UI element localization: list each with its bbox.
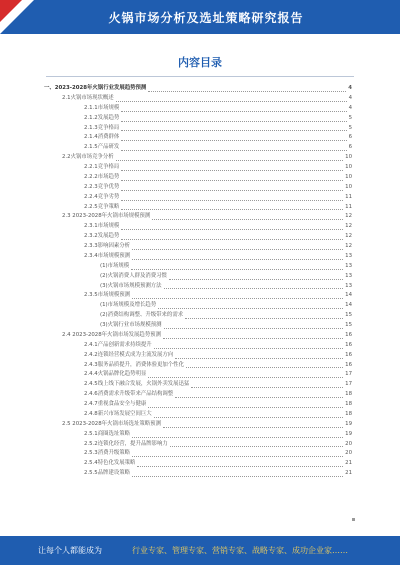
toc-entry-page: 16 (345, 361, 352, 368)
toc-entry[interactable] (44, 84, 352, 94)
toc-entry-title: 2.4.5线上线下融合发展，火锅外卖发展迅猛 (84, 381, 190, 388)
toc-leader-dots (154, 417, 344, 418)
toc-entry[interactable] (44, 440, 352, 450)
toc-entry-title: 2.1火锅市场现状概述 (62, 94, 114, 101)
toc-entry-page: 12 (345, 223, 352, 230)
toc-leader-dots (170, 446, 343, 447)
toc-entry[interactable] (44, 341, 352, 351)
toc-leader-dots (121, 140, 346, 141)
toc-entry[interactable] (44, 400, 352, 410)
toc-entry[interactable] (44, 242, 352, 252)
toc-entry-page: 6 (348, 134, 352, 141)
toc-leader-dots (116, 160, 343, 161)
toc-entry[interactable] (44, 173, 352, 183)
toc-entry-title: 2.4.1产品创新需求持续提升 (84, 341, 152, 348)
toc-entry-title: (3)火锅行业市场规模预测 (100, 322, 162, 328)
toc-entry-title: 2.4.7重视食品安全与健康 (84, 401, 147, 407)
toc-leader-dots (121, 200, 343, 201)
toc-entry-page: 15 (345, 312, 352, 319)
toc-entry-title: 2.4.2连锁经营模式成为主流发展方向 (84, 351, 174, 358)
toc-entry-page: 6 (348, 144, 352, 151)
toc-entry-page: 17 (345, 371, 352, 378)
toc-entry-page: 13 (345, 262, 352, 269)
toc-entry-page: 19 (345, 420, 352, 427)
toc-entry[interactable] (44, 114, 352, 124)
toc-entry-title: 2.3.4市场规模预测 (84, 252, 131, 259)
toc-entry-title: 2.3.3影响因素分析 (84, 243, 131, 249)
toc-entry-title: 2.5.5品牌建设策略 (84, 470, 131, 477)
toc-entry-page: 18 (345, 401, 352, 407)
toc-entry-title: 2.5.3消费升级策略 (84, 450, 131, 457)
toc-entry-title: 2.2.5竞争策略 (84, 203, 120, 210)
toc-entry-title: (1)市场规模及增长趋势 (100, 302, 157, 309)
toc-leader-dots (148, 91, 346, 92)
toc-leader-dots (191, 387, 343, 388)
toc-entry[interactable] (44, 232, 352, 242)
toc-entry-title: 2.5.2连锁化经营，提升品牌影响力 (84, 440, 168, 447)
toc-leader-dots (121, 130, 346, 131)
toc-leader-dots (132, 476, 343, 477)
toc-entry[interactable] (44, 301, 352, 311)
toc-entry-title: 2.1.1市场规模 (84, 104, 120, 111)
toc-leader-dots (132, 249, 343, 250)
toc-leader-dots (148, 377, 343, 378)
toc-entry-title: 2.5.1商圈选址策略 (84, 430, 131, 437)
toc-entry[interactable] (44, 469, 352, 479)
toc-leader-dots (154, 348, 344, 349)
toc-entry[interactable] (44, 361, 352, 371)
page-marker (352, 518, 355, 521)
toc-entry-page: 4 (348, 94, 352, 101)
toc-leader-dots (132, 259, 343, 260)
toc-entry-page: 12 (345, 213, 352, 220)
toc-leader-dots (132, 456, 343, 457)
toc-entry-title: 2.3.1市场规模 (84, 223, 120, 230)
toc-entry[interactable] (44, 410, 352, 420)
toc-leader-dots (169, 279, 343, 280)
toc-entry-page: 4 (348, 85, 352, 91)
toc-entry-page: 12 (345, 233, 352, 240)
toc-entry[interactable] (44, 183, 352, 193)
toc-entry-page: 5 (348, 124, 352, 131)
toc-entry-page: 11 (345, 193, 352, 200)
toc-entry[interactable] (44, 193, 352, 203)
toc-entry-page: 16 (345, 331, 352, 338)
toc-entry[interactable] (44, 153, 352, 163)
toc-entry[interactable] (44, 203, 352, 213)
toc-entry-page: 21 (345, 470, 352, 477)
toc-leader-dots (175, 397, 343, 398)
toc-entry[interactable] (44, 104, 352, 114)
toc-entry-title: 2.2.2市场趋势 (84, 173, 120, 180)
toc-entry-page: 10 (345, 183, 352, 190)
toc-entry[interactable] (44, 321, 352, 331)
toc-entry-title: (1)市场规模 (100, 262, 130, 269)
toc-entry-title: 一、2023-2028年火锅行业发展趋势预测 (44, 85, 147, 91)
toc-leader-dots (131, 269, 343, 270)
toc-entry[interactable] (44, 222, 352, 232)
toc-leader-dots (152, 219, 343, 220)
toc-entry-page: 19 (345, 430, 352, 437)
toc-entry-title: 2.1.3竞争格局 (84, 124, 120, 131)
toc-leader-dots (121, 190, 343, 191)
toc-entry-title: 2.2火锅市场竞争分析 (62, 154, 114, 161)
toc-entry-title: 2.4 2023-2028年火锅市场发展趋势预测 (62, 331, 161, 338)
toc-entry-page: 20 (345, 440, 352, 447)
toc-entry-page: 13 (345, 272, 352, 279)
toc-entry[interactable] (44, 291, 352, 301)
toc-entry-page: 17 (345, 381, 352, 388)
toc-entry[interactable] (44, 331, 352, 341)
toc-entry-title: 2.3.2发展趋势 (84, 233, 120, 240)
toc-entry-title: 2.1.2发展趋势 (84, 114, 120, 121)
toc-entry-title: 2.1.4消费群体 (84, 134, 120, 141)
toc-entry-title: 2.3 2023-2028年火锅市场规模预测 (62, 213, 151, 220)
toc-entry-page: 13 (345, 282, 352, 289)
toc-entry-title: 2.4.4火锅品牌化趋势明显 (84, 371, 147, 378)
toc-entry[interactable] (44, 311, 352, 321)
toc-entry-page: 21 (345, 460, 352, 467)
toc-entry-page: 14 (345, 302, 352, 309)
toc-entry[interactable] (44, 351, 352, 361)
toc-entry[interactable] (44, 94, 352, 104)
toc-entry-title: 2.4.8新兴市场发展空间巨大 (84, 410, 152, 417)
toc-entry-page: 20 (345, 450, 352, 457)
toc-entry[interactable] (44, 282, 352, 292)
toc-entry-title: 2.2.3竞争优势 (84, 183, 120, 190)
document-title: 火锅市场分析及选址策略研究报告 (108, 11, 304, 25)
toc-leader-dots (121, 150, 346, 151)
toc-leader-dots (121, 170, 343, 171)
toc-entry[interactable] (44, 430, 352, 440)
toc-entry[interactable] (44, 262, 352, 272)
toc-entry-page: 18 (345, 391, 352, 398)
toc-leader-dots (121, 239, 343, 240)
toc-leader-dots (175, 358, 343, 359)
toc-entry[interactable] (44, 390, 352, 400)
toc-entry-title: (2)消费结构调整、升级带来的需求 (100, 312, 184, 319)
toc-leader-dots (121, 180, 343, 181)
toc-entry-title: (2)火锅消费人群及消费习惯 (100, 272, 167, 279)
toc-entry-title: 2.2.4竞争劣势 (84, 193, 120, 200)
toc-leader-dots (121, 121, 346, 122)
toc-leader-dots (121, 229, 343, 230)
toc-entry[interactable] (44, 459, 352, 469)
footer-slogan-left: 让每个人都能成为 (38, 546, 102, 555)
toc-entry-page: 4 (348, 104, 352, 111)
toc-entry-page: 16 (345, 351, 352, 358)
toc-entry-title: 2.4.6消费需求升级带来产品结构调整 (84, 391, 174, 398)
toc-entry-title: 2.3.5市场规模预测 (84, 292, 131, 299)
toc-leader-dots (186, 367, 343, 368)
toc-entry-title: 2.5 2023-2028年火锅市场选址策略预测 (62, 420, 161, 427)
toc-entry[interactable] (44, 133, 352, 143)
toc-entry-title: 2.5.4特色化发展策略 (84, 460, 136, 467)
toc-title: 内容目录 (178, 56, 222, 69)
toc-entry-page: 18 (345, 410, 352, 417)
toc-leader-dots (137, 466, 343, 467)
toc-entry[interactable] (44, 449, 352, 459)
toc-entry-page: 12 (345, 243, 352, 249)
toc-entry-page: 11 (345, 203, 352, 210)
toc-entry-page: 10 (345, 173, 352, 180)
toc-entry[interactable] (44, 370, 352, 380)
toc-leader-dots (121, 209, 343, 210)
footer-slogan-right: 行业专家、管理专家、营销专家、战略专家、成功企业家…… (132, 546, 348, 555)
toc-entry-title: 2.1.5产品研发 (84, 144, 120, 151)
toc-leader-dots (132, 437, 343, 438)
toc-divider (46, 76, 354, 77)
toc-leader-dots (116, 101, 347, 102)
toc-entry-page: 14 (345, 292, 352, 299)
toc-leader-dots (164, 328, 344, 329)
toc-entry[interactable] (44, 163, 352, 173)
toc-leader-dots (185, 318, 343, 319)
toc-entry[interactable] (44, 143, 352, 153)
toc-leader-dots (121, 111, 346, 112)
toc-entry[interactable] (44, 212, 352, 222)
toc-entry-page: 15 (345, 322, 352, 328)
toc-leader-dots (163, 427, 343, 428)
toc-entry-page: 5 (348, 114, 352, 121)
toc-entry-title: 2.4.3服务品质提升，消费体验更加个性化 (84, 361, 184, 368)
toc-entry[interactable] (44, 380, 352, 390)
table-of-contents (44, 84, 352, 479)
toc-entry-title: (3)火锅市场规模预测方法 (100, 282, 162, 289)
toc-leader-dots (164, 288, 344, 289)
toc-leader-dots (148, 407, 343, 408)
toc-entry-page: 10 (345, 154, 352, 161)
toc-leader-dots (163, 338, 343, 339)
toc-entry-page: 13 (345, 252, 352, 259)
header-corner-accent (0, 0, 22, 22)
toc-entry[interactable] (44, 252, 352, 262)
toc-entry-page: 16 (345, 341, 352, 348)
toc-entry-page: 10 (345, 164, 352, 170)
toc-leader-dots (132, 298, 343, 299)
toc-entry[interactable] (44, 420, 352, 430)
toc-leader-dots (158, 308, 343, 309)
toc-entry[interactable] (44, 124, 352, 134)
toc-entry-title: 2.2.1竞争格局 (84, 164, 120, 170)
toc-entry[interactable] (44, 272, 352, 282)
